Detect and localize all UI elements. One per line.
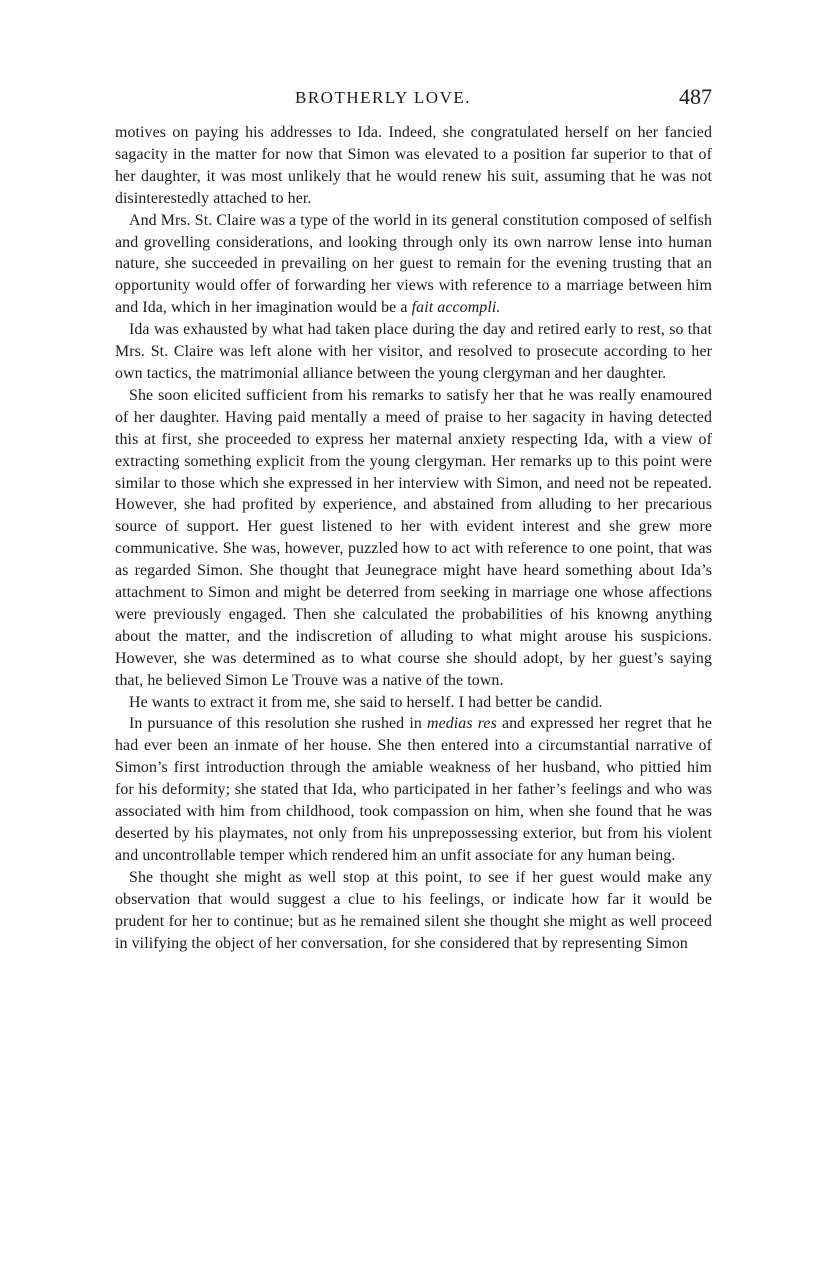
running-title: BROTHERLY LOVE.: [295, 88, 471, 107]
paragraph: [115, 867, 712, 955]
text-run: She thought she might as well stop at this point, to see if her guest would make any observation that would suggest a clue to his feelings, or indicate how far it would be prudent for her to continue; but as he remained silent she thought she might as well proceed in vilifying the object of her conversation, for she considered that by representing Simon: [115, 868, 712, 952]
body-text: [115, 122, 712, 954]
text-run: motives on paying his addresses to Ida. Indeed, she congratulated herself on her fancied sagacity in the matter for now that Simon was elevated to a position far superior to that of her daughter, it was most unlikely that he would renew his suit, assuming that he was not disinterestedly attached to her.: [115, 124, 712, 207]
page-number: 487: [679, 84, 712, 109]
book-page: [115, 84, 712, 954]
italic-phrase: medias res: [427, 715, 497, 733]
paragraph: [115, 122, 712, 210]
text-run: She soon elicited sufficient from his remarks to satisfy her that he was really enamoured of her daughter. Having paid mentally a meed of praise to her sagacity in having detected this at first, she proceeded to express her maternal anxiety respecting Ida, with a view of extracting something explicit from the young clergyman. Her remarks up to this point were similar to those which she expressed in her interview with Simon, and need not be repeated. However, she had profited by experience, and abstained from alluding to her precarious source of support. Her guest listened to her with evident interest and she grew more communicative. She was, however, puzzled how to act with reference to one point, that was as regarded Simon. She thought that Jeunegrace might have heard something about Ida’s attachment to Simon and might be deterred from seeking in marriage one whose affections were previously engaged. Then she calculated the probabilities of his knowng anything about the matter, and the indiscretion of alluding to what might arouse his suspicions. However, she was determined as to what course she should adopt, by her guest’s saying that, he believed Simon Le Trouve was a native of the town.: [115, 386, 712, 689]
page-header: [115, 84, 712, 122]
paragraph: [115, 319, 712, 385]
paragraph: [115, 385, 712, 692]
paragraph: [115, 713, 712, 866]
text-run: and expressed her regret that he had ever been an inmate of her house. She then entered into a circumstantial narrative of Simon’s first introduction through the amiable weakness of her husband, who pittied him for his deformity; she stated that Ida, who participated in her father’s feelings and who was associated with him from childhood, took compassion on him, when she found that he was deserted by his playmates, not only from his unprepossessing exterior, but from his violent and uncontrollable temper which rendered him an unfit associate for any human being.: [115, 715, 712, 864]
text-run: Ida was exhausted by what had taken place during the day and retired early to rest, so that Mrs. St. Claire was left alone with her visitor, and resolved to prosecute according to her own tactics, the matrimonial alliance between the young clergyman and her daughter.: [115, 321, 712, 382]
paragraph: [115, 210, 712, 320]
paragraph: [115, 692, 712, 714]
text-run: And Mrs. St. Claire was a type of the world in its general constitution composed of selfish and grovelling considerations, and looking through only its own narrow lense into human nature, she succeeded in prevailing on her guest to remain for the evening trusting that an opportunity would offer of forwarding her views with reference to a marriage between him and Ida, which in her imagination would be a: [115, 211, 712, 317]
italic-phrase: fait accompli.: [411, 299, 501, 317]
text-run: In pursuance of this resolution she rushed in: [129, 715, 427, 733]
text-run: He wants to extract it from me, she said to herself. I had better be candid.: [129, 693, 603, 711]
